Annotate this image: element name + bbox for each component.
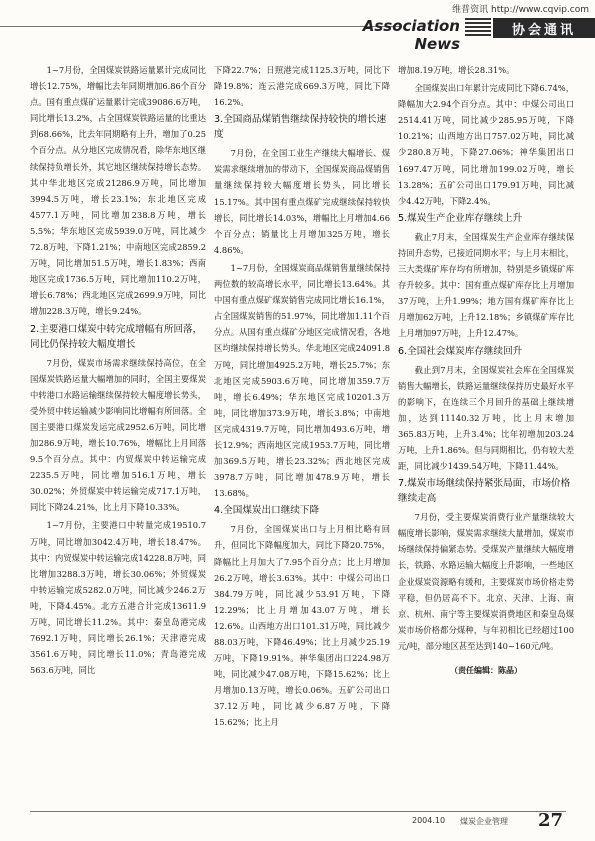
header-section-title: 协会通讯	[493, 18, 595, 38]
section-heading: 6.全国社会煤炭库存继续回升	[398, 345, 523, 357]
page-number: 27	[538, 810, 564, 831]
editor-credit: （责任编辑：陈晶）	[450, 665, 522, 675]
column-3	[398, 62, 574, 792]
footer-rule	[30, 811, 566, 812]
header-rule	[0, 26, 400, 27]
section-heading: 3.全国商品煤销售继续保持较快的增长速度	[214, 114, 387, 141]
column-1	[30, 62, 206, 792]
header-brand: Association News	[362, 17, 460, 53]
section-heading: 7.煤炭市场继续保持紧张局面，市场价格继续走高	[398, 478, 571, 505]
paragraph: 7月份，全国煤炭出口与上月相比略有回升，但同比下降幅度加大，同比下降20.75%，降幅比上月加大了7.95个百分点；比上月增加26.2万吨，增长3.63%。其中：中煤公司出口384.79万吨，同比减少53.91万吨，下降12.29%；比上月增加43.07万吨，增长12.6%。山西地方出口101.31万吨，同比减少88.03万吨，下降46.49%；比上月减少25.19万吨，下降19.91%。神华集团出口224.98万吨，同比减少47.08万吨，下降15.62%；比上月增加0.13万吨，增长0.06%。五矿公司出口37.12万吨，同比减少6.87万吨，下降15.62%；比上月	[214, 524, 390, 728]
paragraph: 增加8.19万吨，增长28.31%。	[398, 65, 515, 75]
paragraph: 下降22.7%；日照港完成1125.3万吨，同比下降19.8%；连云港完成669.3万吨，同比下降16.2%。	[214, 65, 390, 108]
paragraph: 1~7月份，全国煤炭铁路运量累计完成同比增长12.75%，增幅比去年同期增加6.86个百分点。国有重点煤矿运量累计完成39086.6万吨，同比增长13.2%，占全国煤炭铁路运量的比重达到68.66%，比去年同期略有上升，增加了0.25个百分点。从分地区完成情况看，除华东地区继续保持负增长外，其它地区继续保持增长态势。其中华北地区完成21286.9万吨，同比增加3994.5万吨，增长23.1%；东北地区完成4577.1万吨，同比增加238.8万吨，增长5.5%；华东地区完成5939.0万吨，同比减少72.8万吨，下降1.21%；中南地区完成2859.2万吨，同比增加51.5万吨，增长1.83%；西南地区完成1736.5万吨，同比增加110.2万吨，增长6.78%；西北地区完成2699.9万吨，同比增加228.3万吨，增长9.24%。	[30, 65, 206, 317]
header-stripes	[465, 18, 491, 38]
issue-date: 2004.10	[412, 816, 446, 825]
section-heading: 2.主要港口煤炭中转完成增幅有所回落，同比仍保持较大幅度增长	[30, 323, 203, 350]
paragraph: 全国煤炭出口年累计完成同比下降6.74%，降幅加大2.94个百分点。其中：中煤公司出口2514.41万吨，同比减少285.95万吨，下降10.21%；山西地方出口757.02万吨，同比减少280.8万吨，下降27.06%；神华集团出口1697.47万吨，同比增加199.02万吨，增长13.28%；五矿公司出口179.91万吨，同比减少4.42万吨，下降2.4%。	[398, 83, 574, 206]
paragraph: 7月份，在全国工业生产继续大幅增长、煤炭需求继续增加的带动下，全国煤炭商品煤销售量继续保持较大幅度增长势头，同比增长15.17%。其中国有重点煤矿完成继续保持较快增长，同比增长14.03%，增幅比上月增加4.66个百分点；销量比上月增加325万吨，增长4.86%。	[214, 148, 390, 255]
page-header	[0, 14, 595, 53]
paragraph: 1~7月份，主要港口中转量完成19510.7万吨，同比增加3042.4万吨，增长18.47%。其中：内贸煤炭中转运输完成14228.8万吨，同比增加3288.3万吨，增长30.06%；外贸煤炭中转运输完成5282.0万吨，同比减少246.2万吨，下降4.45%。北方五港合计完成13611.9万吨，同比增长11.2%。其中：秦皇岛港完成7692.1万吨，同比增长26.1%；天津港完成3561.6万吨，同比增长11.0%；青岛港完成563.6万吨，同比	[30, 520, 206, 676]
paragraph: 7月份，煤炭市场需求继续保持高位，在全国煤炭铁路运量大幅增加的同时，全国主要煤炭中转港口水路运输继续保持较大幅度增长势头，受外贸中转运输减少影响同比增幅有所回落。全国主要港口煤炭发运完成2952.6万吨，同比增加286.9万吨，增长10.76%，增幅比上月回落9.5个百分点。其中：内贸煤炭中转运输完成2235.5万吨，同比增加516.1万吨，增长30.02%；外贸煤炭中转运输完成717.1万吨，同比下降24.21%，比上月下降10.33%。	[30, 357, 206, 513]
watermark: 维普资讯 http://www.cqvip.com	[452, 5, 589, 15]
paragraph: 截止7月末，全国煤炭生产企业库存继续保持回升态势，已接近同期水平；与上月末相比，三大类煤矿库存均有所增加，特别是乡镇煤矿库存升较多。其中：国有重点煤矿库存比上月增加37万吨，上升1.99%；地方国有煤矿库存比上月增加62万吨，上升12.18%；乡镇煤矿库存比上月增加97万吨，上升12.47%。	[398, 231, 574, 339]
paragraph: 7月份，受主要煤炭消费行业产量继续较大幅度增长影响，煤炭需求继续大量增加，煤炭市场继续保持偏紧态势。受煤炭产量继续大幅度增长，铁路、水路运输大幅度上升影响，一些地区企业煤炭资源略有缓和，主要煤炭市场价格走势平稳，但仍居高不下。北京、天津、上海、南京、杭州、南宁等主要煤炭消费地区和秦皇岛煤炭市场价格都分煤种，与年初相比已经超过100元/吨，部分地区甚至达到140~160元/吨。	[398, 512, 574, 651]
article-body	[30, 62, 575, 792]
page-footer	[0, 802, 595, 830]
paragraph: 1~7月份，全国煤炭商品煤销售量继续保持两位数的较高增长水平，同比增长13.64%。其中国有重点煤矿煤炭销售完成同比增长16.1%，占全国煤炭销售的51.97%，同比增加1.11个百分点。从国有重点煤矿分地区完成情况看，各地区均继续保持增长势头。华北地区完成24091.8万吨，同比增加4925.2万吨，增长25.7%；东北地区完成5903.6万吨，同比增加359.7万吨，增长6.49%；华东地区完成10201.3万吨，同比增加373.9万吨，增长3.8%；中南地区完成4319.7万吨，同比增加493.6万吨，增长12.9%；西南地区完成1953.7万吨，同比增加369.5万吨，增长23.32%；西北地区完成3978.7万吨，同比增加478.9万吨，增长13.68%。	[214, 262, 390, 499]
section-heading: 4.全国煤炭出口继续下降	[214, 505, 320, 517]
column-2	[214, 62, 390, 792]
section-heading: 5.煤炭生产企业库存继续上升	[398, 212, 523, 224]
paragraph: 截止到7月末，全国煤炭社会库在全国煤炭销售大幅增长，铁路运量继续保持历史最好水平的影响下，在连续三个月回升的基础上继续增加，达到11140.32万吨，比上月末增加365.83万吨，上升3.4%；比年初增加203.24万吨，上升1.86%。但与同期相比，仍有较大差距，同比减少1439.54万吨，下降11.44%。	[398, 364, 574, 472]
magazine-name: 煤炭企业管理	[460, 817, 508, 826]
